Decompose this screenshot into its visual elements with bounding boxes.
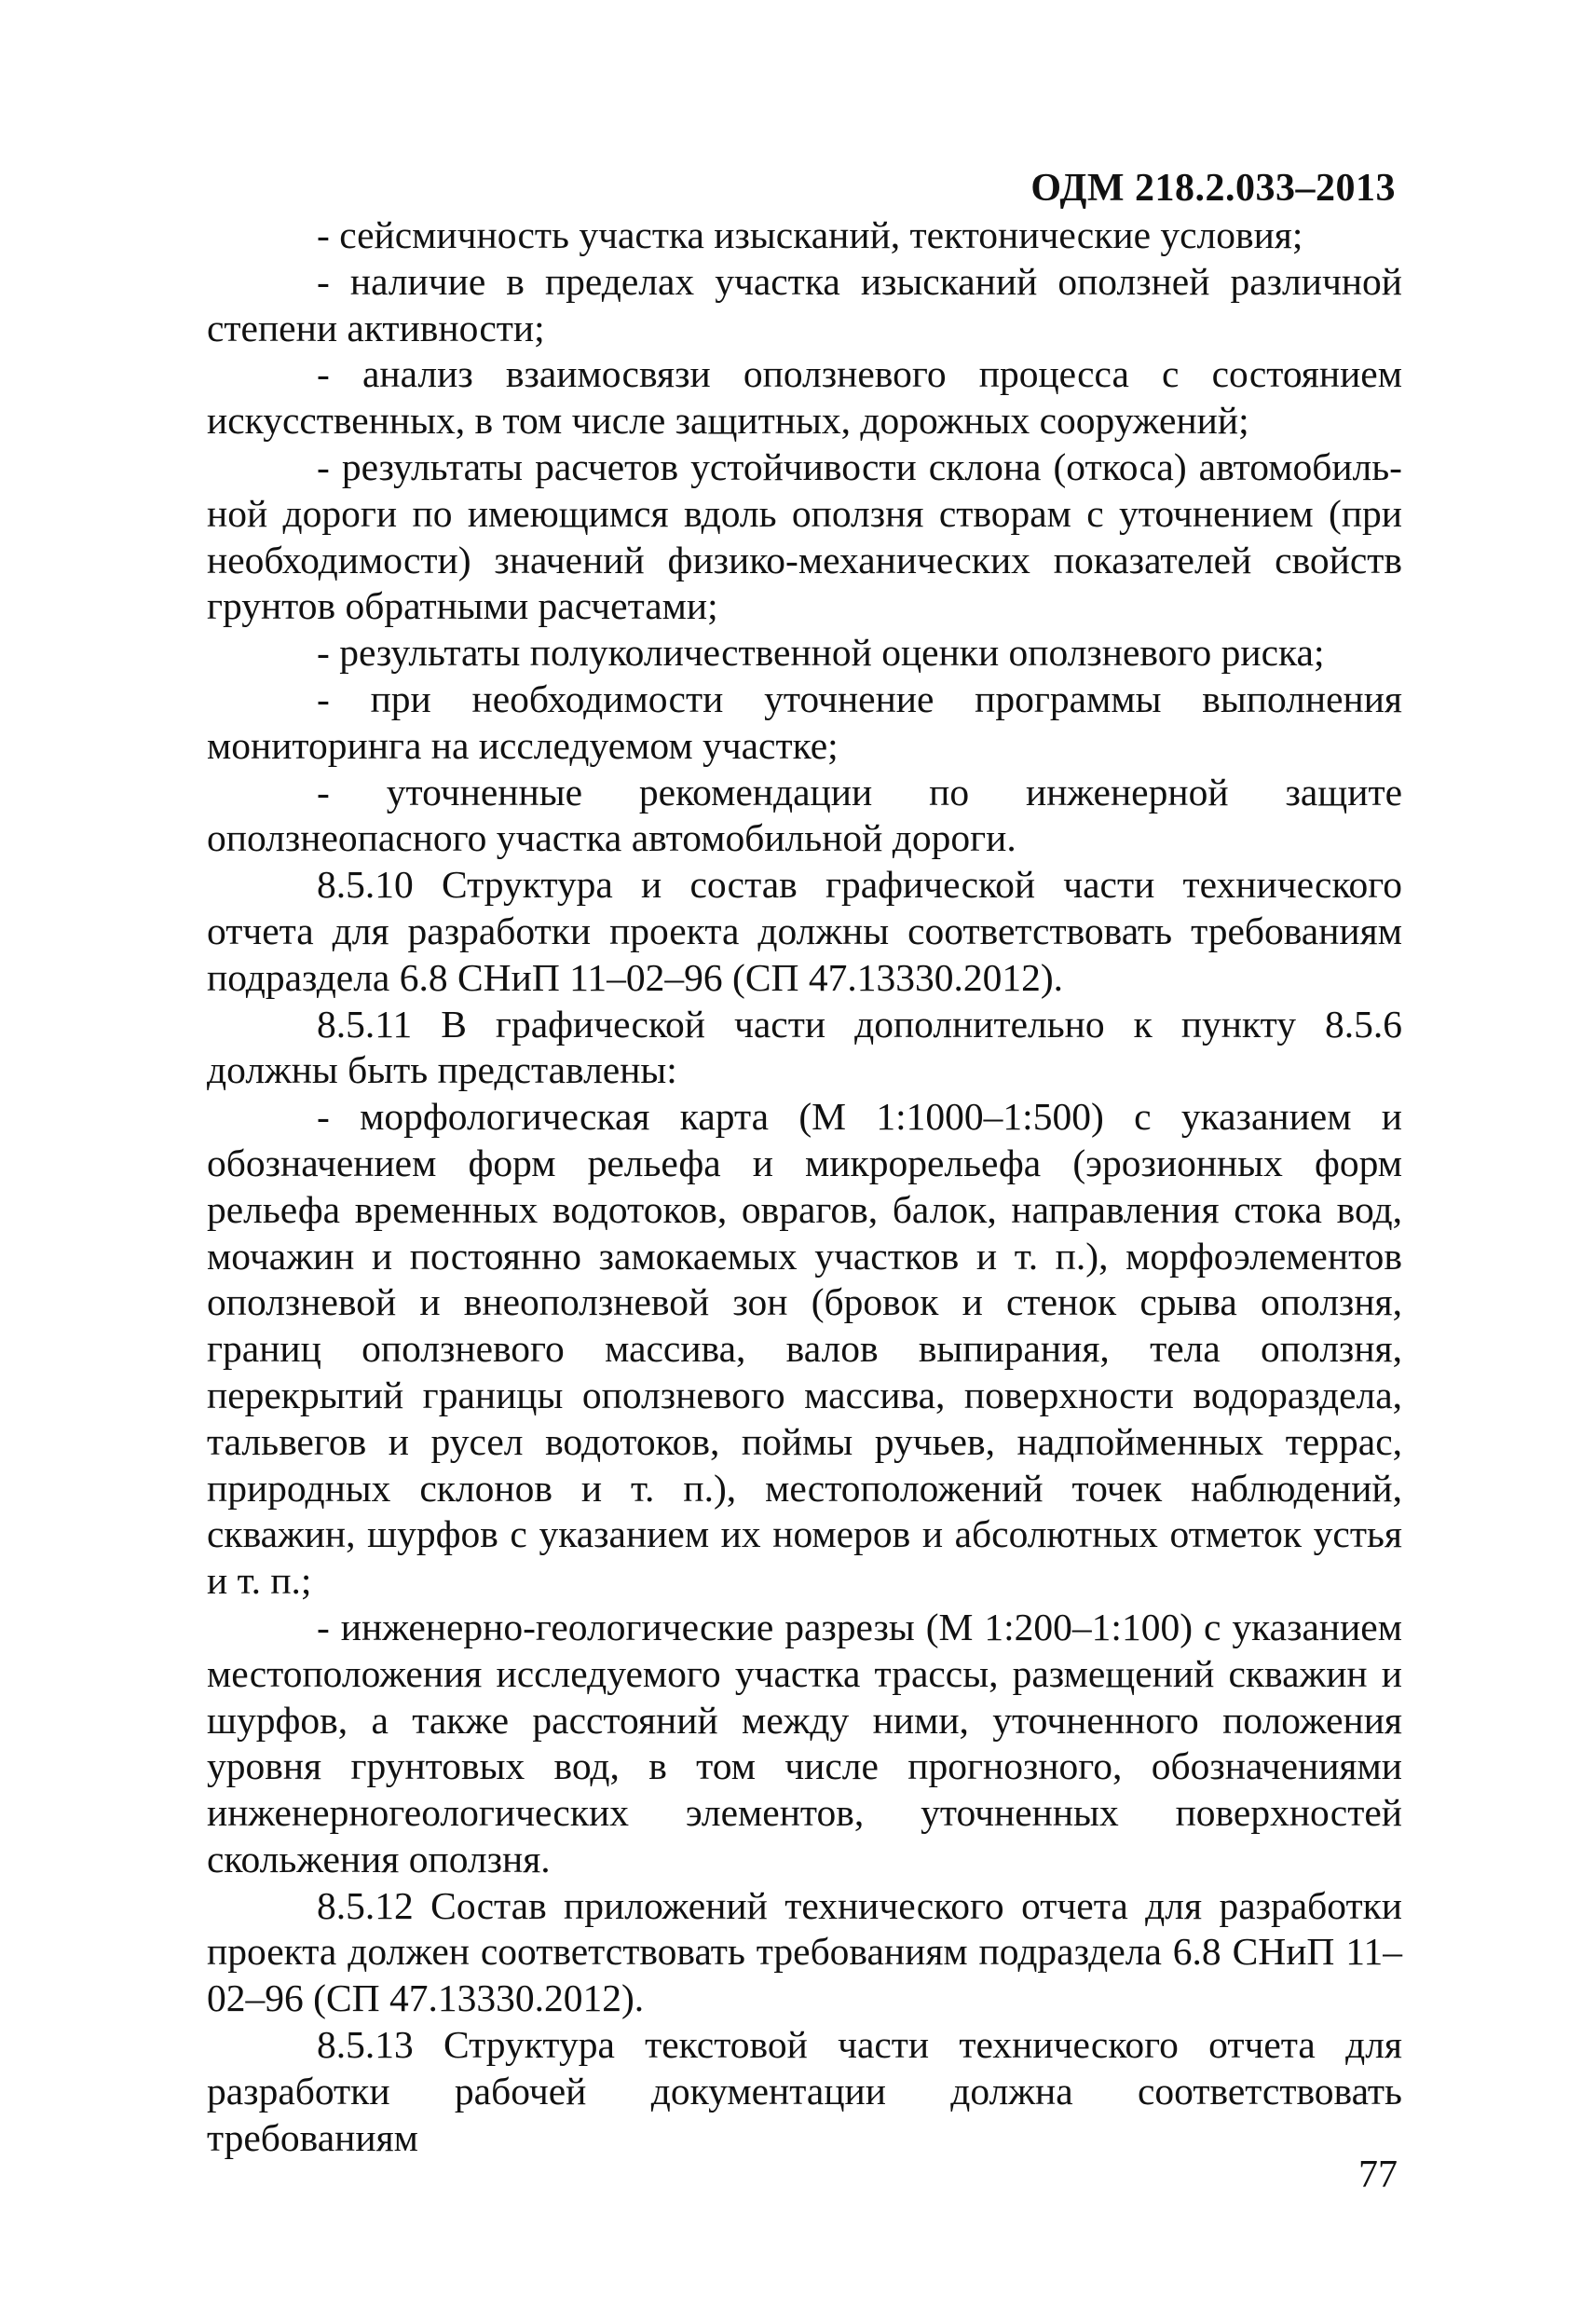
paragraph-risk-assessment: - результаты полуколичественной оценки оползневого риска;	[317, 631, 1325, 675]
paragraph-landslides-presence: - наличие в пределах участка изысканий оползней различной степени активности;	[207, 259, 1402, 349]
paragraph-interrelation-analysis: - анализ взаимосвязи оползневого процесса с состоянием искусственных, в том числе защитных, дорожных сооружений;	[207, 352, 1402, 443]
paragraph-section-8-5-11: 8.5.11 В графической части дополнительно к пункту 8.5.6 должны быть представлены:	[207, 1002, 1402, 1092]
paragraph-seismicity: - сейсмичность участка изысканий, тектонические условия;	[317, 213, 1303, 256]
paragraph-monitoring-program: - при необходимости уточнение программы выполнения мониторинга на исследуемом участке;	[207, 677, 1402, 767]
document-code-header: ОДМ 218.2.033–2013	[1030, 167, 1396, 210]
paragraph-section-8-5-12: 8.5.12 Состав приложений технического отчета для разработки проекта должен соответствовать требованиям подраздела 6.8 СНиП 11–02–96 (СП 47.13330.2012).	[207, 1883, 1402, 2020]
paragraph-engineering-protection: - уточненные рекомендации по инженерной защите оползнеопасного участка автомобильной дороги.	[207, 770, 1402, 860]
page-body	[207, 212, 1402, 2161]
paragraph-section-8-5-13: 8.5.13 Структура текстовой части технического отчета для разработки рабочей документации должна соответствовать требованиям	[207, 2023, 1402, 2159]
paragraph-morphological-map: - морфологическая карта (М 1:1000–1:500) с указанием и обозначением форм рельефа и микрорельефа (эрозионных форм рельефа временных водотоков, оврагов, балок, направления стока вод, мочажин и постоянно замокаемых участков и т. п.), морфоэлементов оползневой и внеоползневой зон (бровок и стенок срыва оползня, границ оползневого массива, валов выпирания, тела оползня, перекрытий границы оползневого массива, поверхности водораздела, тальвегов и русел водотоков, поймы ручьев, надпойменных террас, природных склонов и т. п.), местоположений точек наблюдений, скважин, шурфов с указанием их номеров и абсолютных отметок устья и т. п.;	[207, 1095, 1402, 1603]
paragraph-stability-calculations: - результаты расчетов устойчивости склона (откоса) автомобильной дороги по имеющимся вдоль оползня створам с уточнением (при необходимости) значений физико-механических показателей свойств грунтов обратными расчетами;	[207, 444, 1402, 628]
paragraph-section-8-5-10: 8.5.10 Структура и состав графической части технического отчета для разработки проекта должны соответствовать требованиям подраздела 6.8 СНиП 11–02–96 (СП 47.13330.2012).	[207, 863, 1402, 999]
paragraph-geological-sections: - инженерно-геологические разрезы (М 1:200–1:100) с указанием местоположения исследуемого участка трассы, размещений скважин и шурфов, а также расстояний между ними, уточненного положения уровня грунтовых вод, в том числе прогнозного, обозначениями инженерногеологических элементов, уточненных поверхностей скольжения оползня.	[207, 1605, 1402, 1880]
page-number: 77	[1358, 2154, 1398, 2196]
